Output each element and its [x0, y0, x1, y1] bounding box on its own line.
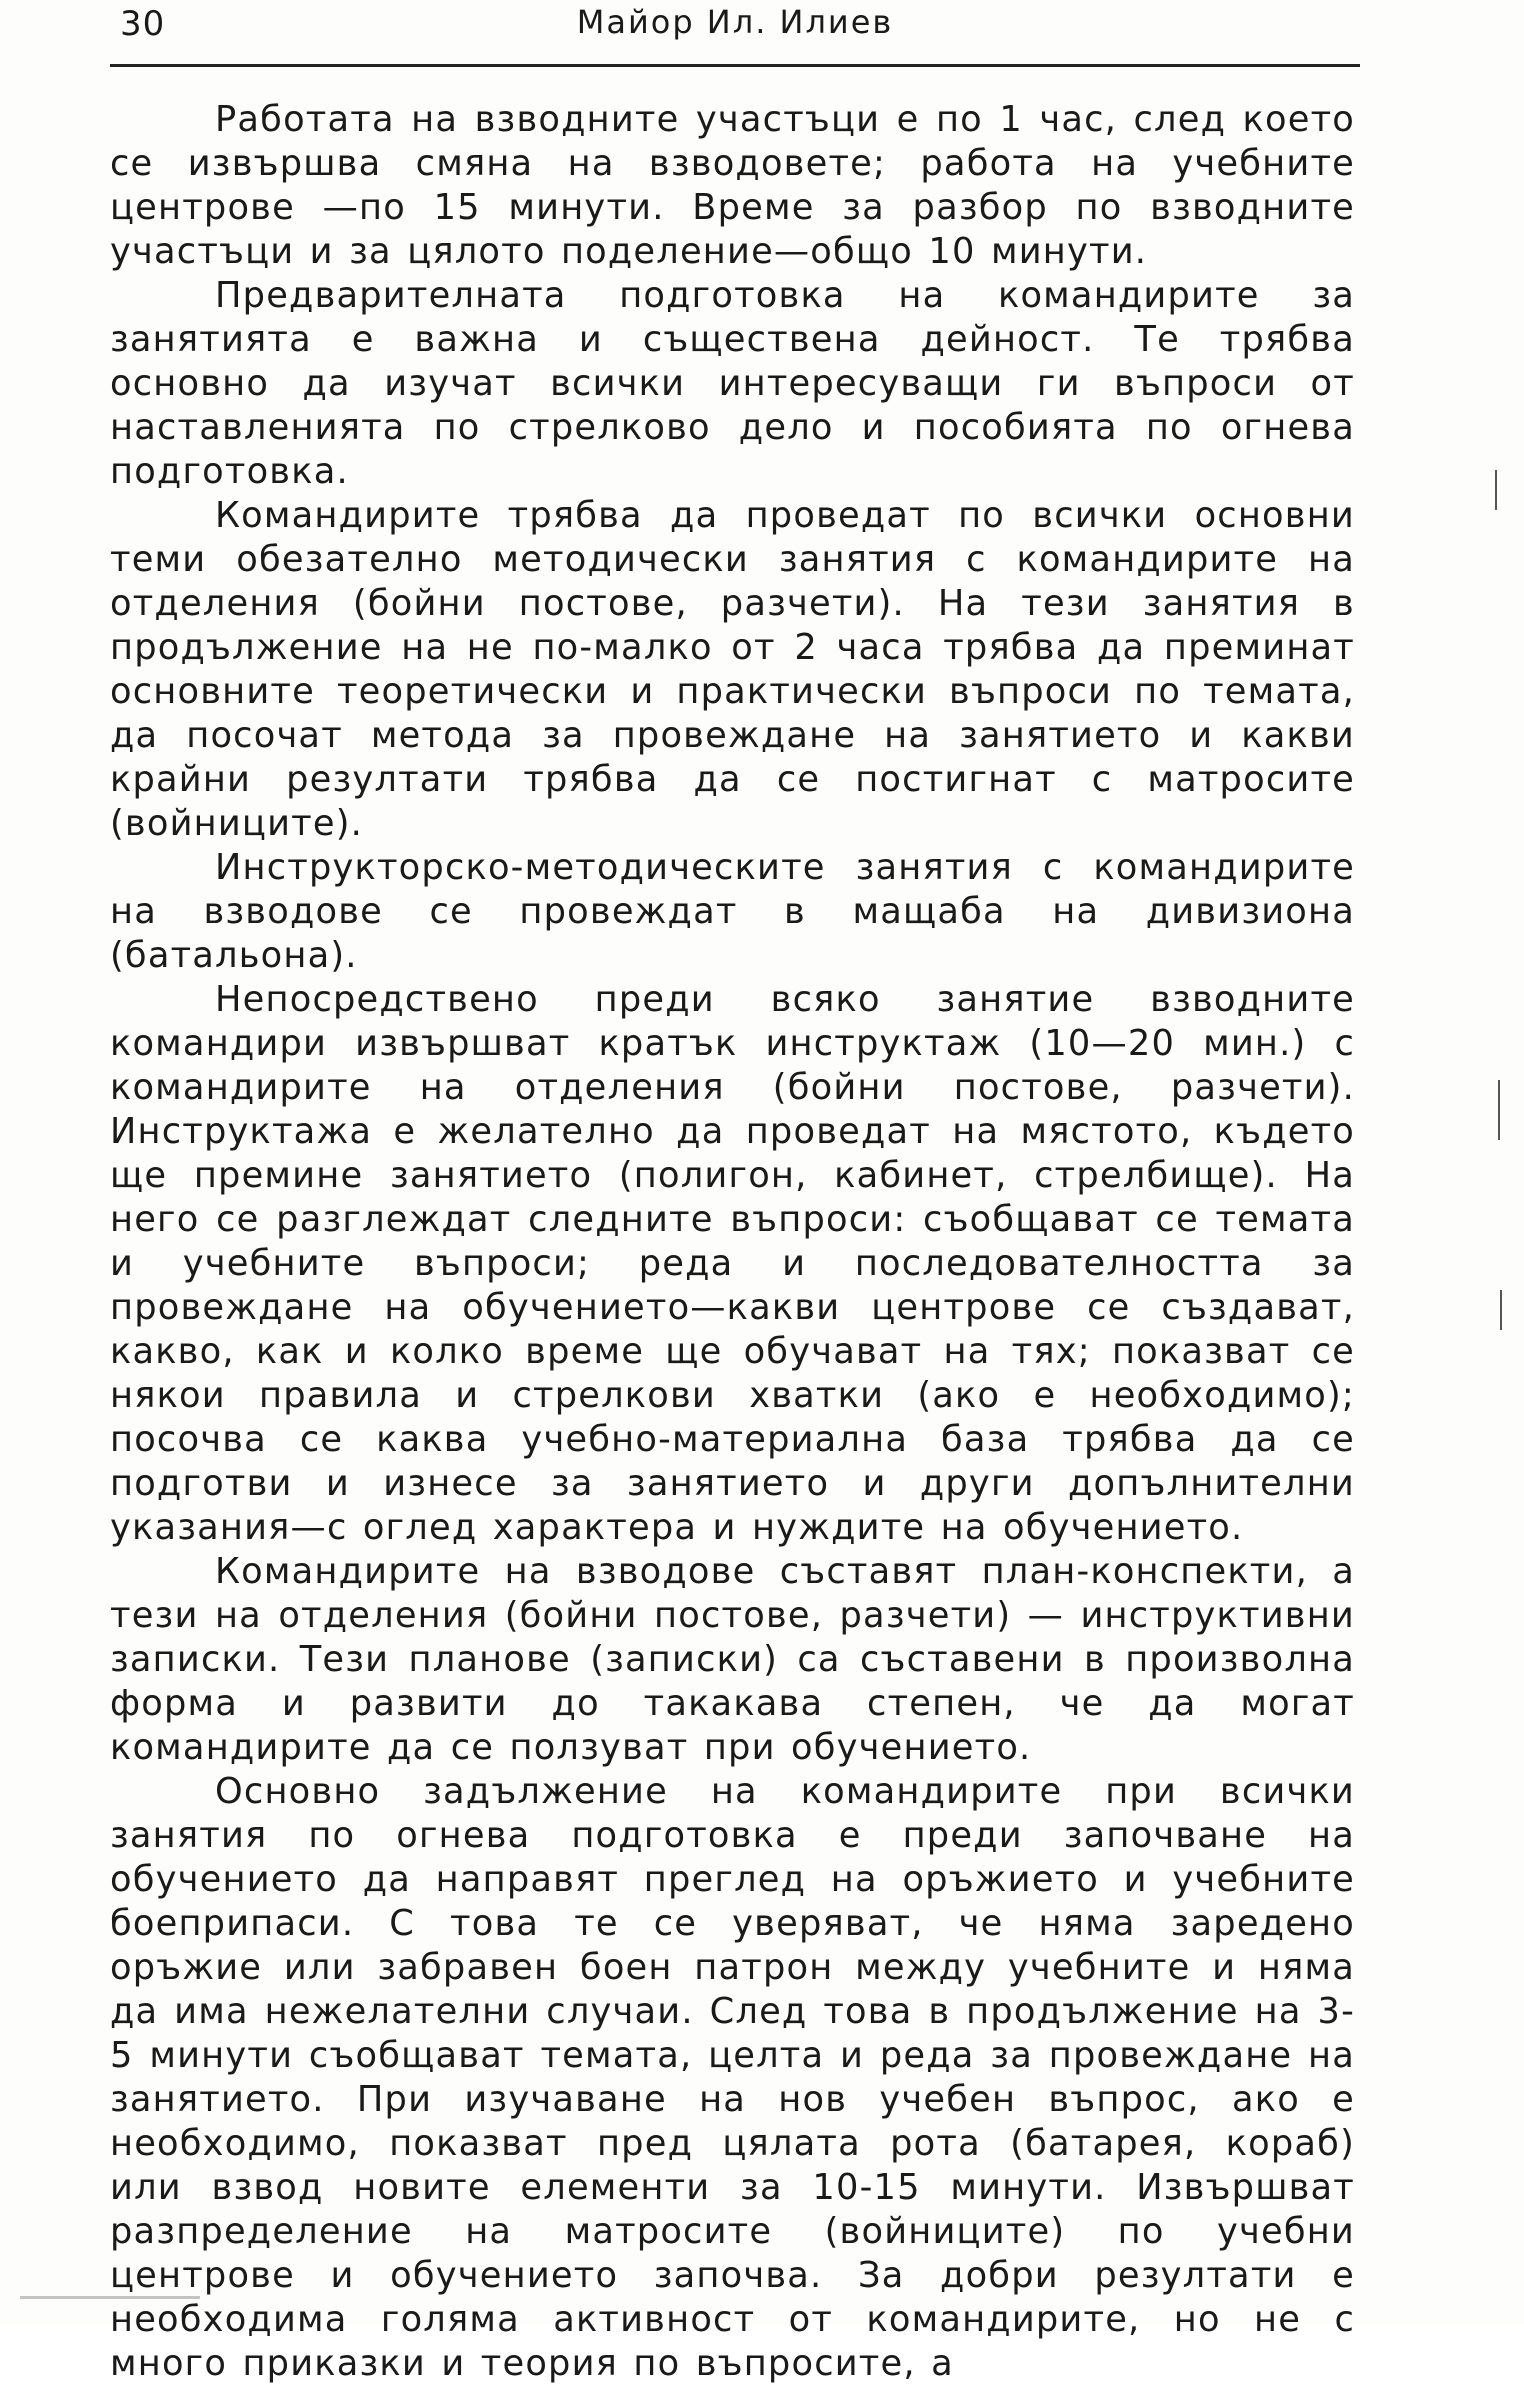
running-title: Майор Ил. Илиев	[576, 3, 894, 41]
body-text	[110, 98, 1355, 2386]
paragraph: Инструкторско-методическите занятия с командирите на взводове се провеждат в мащаба на дивизиона (батальона).	[110, 847, 1355, 976]
paragraph: Работата на взводните участъци е по 1 час, след което се извършва смяна на взводовете; работа на учебните центрове —по 15 минути. Време за разбор по взводните участъци и за цялото поделение—общо 10 минути.	[110, 99, 1355, 272]
paragraph: Предварителната подготовка на командирите за занятията е важна и съществена дейност. Те трябва основно да изучат всички интересуващи ги въпроси от наставленията по стрелково дело и пособията по огнева подготовка.	[110, 275, 1355, 492]
running-header	[110, 0, 1360, 67]
paragraph: Основно задължение на командирите при всички занятия по огнева подготовка е преди започване на обучението да направят преглед на оръжието и учебните боеприпаси. С това те се уверяват, че няма заредено оръжие или забравен боен патрон между учебните и няма да има нежелателни случаи. След това в продължение на 3-5 минути съобщават темата, целта и реда за провеждане на занятието. При изучаване на нов учебен въпрос, ако е необходимо, показват пред цялата рота (батарея, кораб) или взвод новите елементи за 10-15 минути. Извършват разпределение на матросите (войниците) по учебни центрове и обучението започва. За добри резултати е необходима голяма активност от командирите, но не с много приказки и теория по въпросите, а	[110, 1771, 1355, 2384]
scan-margin-mark	[1498, 1080, 1500, 1140]
scan-margin-mark	[1500, 1290, 1502, 1330]
paragraph: Командирите трябва да проведат по всички основни теми обезателно методически занятия с командирите на отделения (бойни постове, разчети). На тези занятия в продължение на не по-малко от 2 часа трябва да преминат основните теоретически и практически въпроси по темата, да посочат метода за провеждане на занятието и какви крайни резултати трябва да се постигнат с матросите (войниците).	[110, 495, 1355, 844]
scan-edge-mark	[20, 2296, 200, 2299]
scan-margin-mark	[1495, 470, 1497, 510]
page-number: 30	[120, 4, 166, 44]
paragraph: Непосредствено преди всяко занятие взводните командири извършват кратък инструктаж (10—20 мин.) с командирите на отделения (бойни постове, разчети). Инструктажа е желателно да проведат на мястото, където ще премине занятието (полигон, кабинет, стрелбище). На него се разглеждат следните въпроси: съобщават се темата и учебните въпроси; реда и последователността за провеждане на обучението—какви центрове се създават, какво, как и колко време ще обучават на тях; показват се някои правила и стрелкови хватки (ако е необходимо); посочва се каква учебно-материална база трябва да се подготви и изнесе за занятието и други допълнителни указания—с оглед характера и нуждите на обучението.	[110, 979, 1355, 1548]
paragraph: Командирите на взводове съставят план-конспекти, а тези на отделения (бойни постове, разчети) — инструктивни записки. Тези планове (записки) са съставени в произволна форма и развити до такакава степен, че да могат командирите да се ползуват при обучението.	[110, 1551, 1355, 1768]
